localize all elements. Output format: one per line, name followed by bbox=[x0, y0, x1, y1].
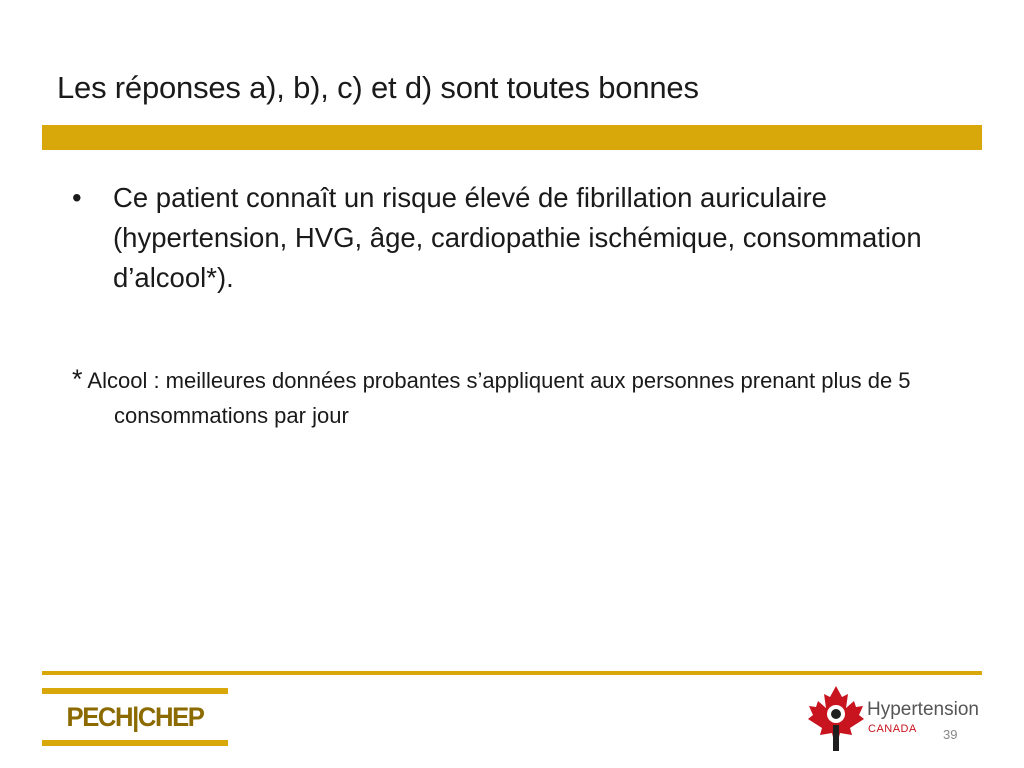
title-accent-bar bbox=[42, 125, 982, 150]
slide-title: Les réponses a), b), c) et d) sont toutes bonnes bbox=[57, 70, 699, 105]
hypertension-logo-country: CANADA bbox=[868, 723, 917, 735]
footnote bbox=[72, 362, 1014, 433]
pech-chep-logo bbox=[42, 688, 228, 746]
bullet-symbol: • bbox=[72, 182, 82, 213]
page-number: 39 bbox=[943, 727, 958, 742]
bullet-item bbox=[72, 178, 932, 298]
hypertension-canada-logo bbox=[806, 684, 986, 754]
maple-leaf-person-icon bbox=[806, 684, 866, 752]
bullet-text: Ce patient connaît un risque élevé de fibrillation auriculaire (hypertension, HVG, âge, cardiopathie ischémique, consommation d’alcool*). bbox=[113, 182, 922, 293]
footer-rule bbox=[42, 671, 982, 675]
pech-chep-logo-text: PECH|CHEP bbox=[66, 702, 204, 732]
pech-logo-band-bottom bbox=[42, 740, 228, 746]
pech-logo-band-top bbox=[42, 688, 228, 694]
hypertension-logo-name: Hypertension bbox=[867, 699, 979, 720]
footnote-text: Alcool : meilleures données probantes s’appliquent aux personnes prenant plus de 5 consommations par jour bbox=[87, 368, 911, 428]
footnote-star: * bbox=[72, 364, 83, 394]
